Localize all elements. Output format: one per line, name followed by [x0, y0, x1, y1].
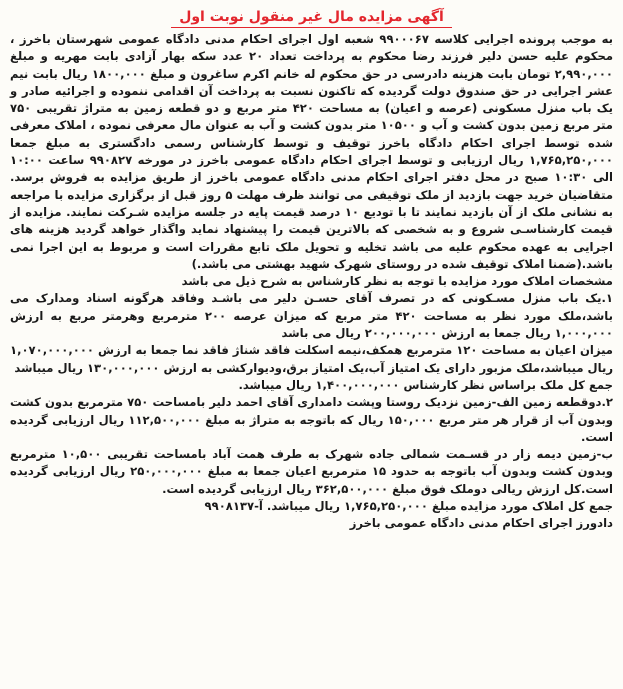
notice-title-wrap — [10, 6, 613, 28]
specs-heading: مشخصات املاک مورد مزایده با توجه به نظر کارشناس به شرح ذیل می باشد — [181, 274, 613, 289]
notice-paragraph-main: به موجب پرونده اجرایی کلاسه ۹۹۰۰۰۶۷ شعبه اول اجرای احکام مدنی دادگاه عمومی شهرستان باخرز ، محکوم علیه حسن دلیر فرزند رضا محکوم به پرداخت تعداد ۲۰ عدد سکه بهار آزادی بابت مهریه و مبلغ ۲,۹۹۰,۰۰۰ تومان بابت هزینه دادرسی در حق محکوم له خانم اکرم ساغرون و مبلغ ۱۸۰۰,۰۰۰ ریال بابت نیم عشر اجرایی در حق صندوق دولت گردیده که تاکنون نسبت به پرداخت آن اقدامی ننموده و اجرائیه صادر و یک باب منزل مسکونی (عرصه و اعیان) به مساحت ۴۲۰ متر مربع و دو قطعه زمین به متراژ تقریبی ۷۵۰ متر مربع زمین بدون کشت و آب و ۱۰۵۰۰ متر بدون کشت و آب به عنوان مال معرفی نموده ، املاک معرفی شده توسط اجرای احکام دادگاه باخرز توقیف و توسط کارشناس رسمی دادگستری به مبلغ جمعا ۱,۷۶۵,۲۵۰,۰۰۰ ریال ارزیابی و توسط اجرای احکام دادگاه عمومی باخرز در مورخه ۹۹۰۸۲۷ ساعت ۱۰:۰۰ الی ۱۰:۳۰ صبح در محل دفتر اجرای احکام مدنی دادگاه عمومی باخرز از طریق مزایده به فروش برسد. متقاضیان خرید جهت بازدید از ملک توقیفی می توانند ظرف مهلت ۵ روز قبل از برگزاری مزایده با مراجعه به نشانی ملک از آن بازدید نمایند تا با تودیع ۱۰ درصد قیمت پایه در جلسه مزایده شـرکت نمایند. مزایده از قیمت کارشناسـی شروع و به شخصی که بالاترین قیمت را پیشنهاد نماید واگذار خواهد گردید هزینه های اجرایی به عهده محکوم علیه می باشد تخلیه و تحویل ملک تابع مقررات است و مربوط به این اجرا نمی باشد.(ضمنا املاک توقیف شده در روستای شهرک شهید بهشتی می باشد.) — [10, 32, 614, 271]
notice-signature: دادورز اجرای احکام مدنی دادگاه عمومی باخرز — [349, 516, 613, 531]
spec-item-land-b: ب-زمین دیمه زار در قسـمت شمالی جاده شهرک به طرف همت آباد بامساحت تقریبی ۱۰,۵۰۰ مترمربع وبدون کشت وبدون آب باتوجه به حدود ۱۵ مترمربع اعیان جمعا به مبلغ ۲۵۰,۰۰۰,۰۰۰ ریال ارزیابی گردیده است.کل ارزش ریالی دوملک فوق مبلغ ۳۶۲,۵۰۰,۰۰۰ ریال ارزیابی گردیده است. — [10, 447, 614, 496]
notice-title: آگهی مزایده مال غیر منقول نوبت اول — [171, 8, 452, 28]
spec-item-building: میزان اعیان به مساحت ۱۲۰ مترمربع همکف،نیمه اسکلت فاقد شناژ فاقد نما جمعا به ارزش ۱,۰۷۰,۰۰۰,۰۰۰ ریال میباشد،ملک مزبور دارای یک امتیاز آب،یک امتیاز برق،ودیوارکشی به ارزش ۱۳۰,۰۰۰,۰۰۰ ریال میباشد — [10, 343, 613, 375]
spec-item-house: ۱.یک باب منزل مسـکونی که در تصرف آقای حسـن دلیر می باشـد وفاقد هرگونه اسناد ومدارک می باشد،ملک مورد نظر به مساحت ۴۲۰ متر مربع که میزان عرصه ۲۰۰ مترمربع وهرمتر مربع به ارزش ۱,۰۰۰,۰۰۰ ریال جمعا به ارزش ۲۰۰,۰۰۰,۰۰۰ ریال می باشد — [10, 291, 613, 341]
spec-item-grand-total: جمع کل املاک مورد مزایده مبلغ ۱,۷۶۵,۲۵۰,۰۰۰ ریال میباشد. آ-۹۹۰۸۱۳۷ — [204, 499, 613, 514]
spec-item-land-a: ۲.دوقطعه زمین الف-زمین نزدیک روستا وپشت دامداری آقای احمد دلیر بامساحت ۷۵۰ مترمربع بدون کشت وبدون آب از قرار هر متر مربع ۱۵۰,۰۰۰ ریال که باتوجه به متراژ به مبلغ ۱۱۲,۵۰۰,۰۰۰ ریال ارزیابی گردیده است. — [10, 395, 613, 444]
notice-body — [10, 31, 613, 533]
spec-item-house-total: جمع کل ملک براساس نظر کارشناس ۱,۴۰۰,۰۰۰,۰۰۰ ریال میباشد. — [238, 377, 613, 392]
